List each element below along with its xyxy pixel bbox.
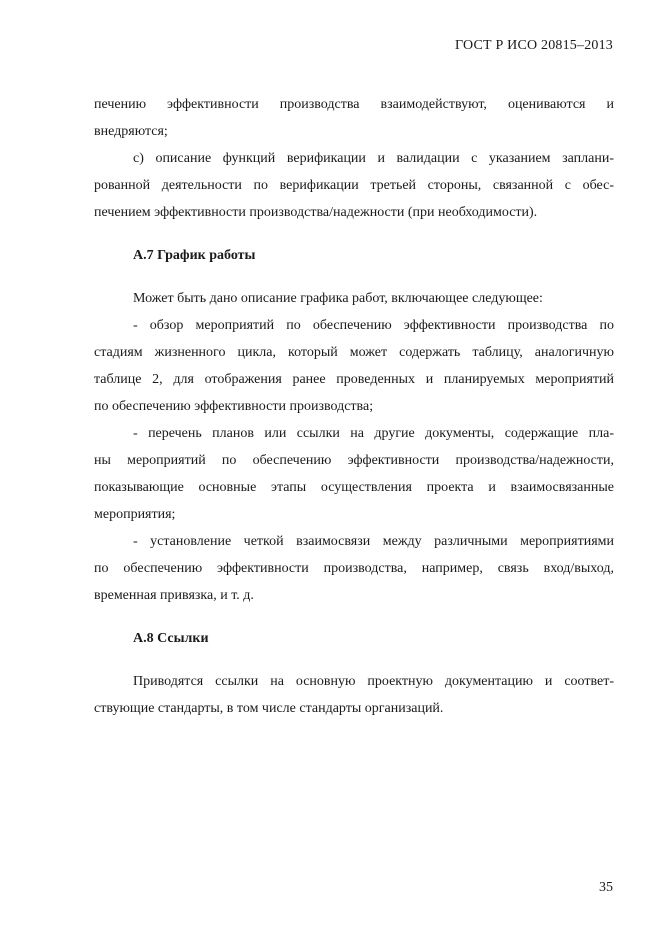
- page-number: 35: [599, 880, 613, 895]
- document-standard-id: ГОСТ Р ИСО 20815–2013: [455, 38, 613, 53]
- body-line: печению эффективности производства взаимодействуют, оцениваются и: [94, 97, 614, 112]
- bullet-line: - установление четкой взаимосвязи между различными мероприятиями: [133, 534, 614, 549]
- bullet-line: по обеспечению эффективности производства, например, связь вход/выход,: [94, 561, 614, 576]
- bullet-line: ны мероприятий по обеспечению эффективности производства/надежности,: [94, 453, 614, 468]
- bullet-line: таблице 2, для отображения ранее проведенных и планируемых мероприятий: [94, 372, 614, 387]
- section-heading-a7: А.7 График работы: [133, 248, 256, 263]
- bullet-line: мероприятия;: [94, 507, 176, 522]
- bullet-line: показывающие основные этапы осуществления проекта и взаимосвязанные: [94, 480, 614, 495]
- page-body: [94, 91, 614, 722]
- bullet-line: по обеспечению эффективности производства;: [94, 399, 374, 414]
- section-a8-line: ствующие стандарты, в том числе стандарты организаций.: [94, 701, 444, 716]
- section-heading-a8: А.8 Ссылки: [133, 631, 209, 646]
- section-a7-intro: Может быть дано описание графика работ, включающее следующее:: [133, 291, 543, 306]
- section-a8-line: Приводятся ссылки на основную проектную документацию и соответ-: [133, 674, 614, 689]
- bullet-line: - обзор мероприятий по обеспечению эффективности производства по: [133, 318, 614, 333]
- bullet-line: - перечень планов или ссылки на другие документы, содержащие пла-: [133, 426, 614, 441]
- body-line: внедряются;: [94, 124, 168, 139]
- item-c-line: с) описание функций верификации и валидации с указанием заплани-: [133, 151, 614, 166]
- bullet-line: временная привязка, и т. д.: [94, 588, 254, 603]
- item-c-line: рованной деятельности по верификации третьей стороны, связанной с обес-: [94, 178, 614, 193]
- item-c-line: печением эффективности производства/надежности (при необходимости).: [94, 205, 538, 220]
- bullet-line: стадиям жизненного цикла, который может содержать таблицу, аналогичную: [94, 345, 614, 360]
